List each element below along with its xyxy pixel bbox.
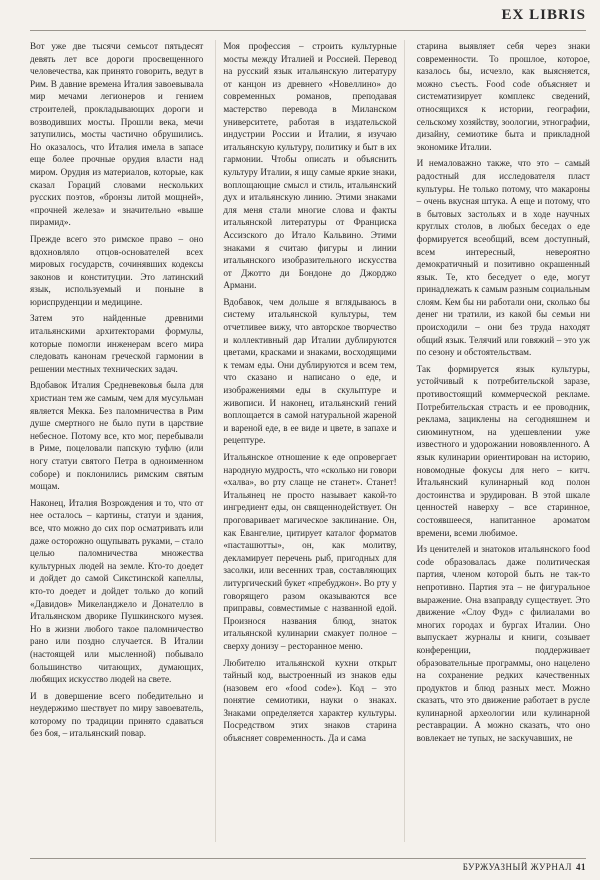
paragraph: И немаловажно также, что это – самый радостный для исследователя пласт культуры. Не только потому, что макароны – очень вкусная штука. А еще и потому, что в бытовых застольях и в ходе научных круглых столов, в любых беседах о еде формируется всеобщий, всем доступный, всем интересный, невероятно демократичный и позитивно окрашенный язык. Те, кто беседует о еде, могут принадлежать к самым разным социальным слоям. Кем бы ни работали они, сколько бы денег ни тратили, из какой бы семьи ни происходили – они без труда находят общий язык. Телячий или говяжий – это уж по сезону и обстоятельствам.: [416, 158, 590, 358]
header-divider: [30, 30, 586, 31]
paragraph: Наконец, Италия Возрождения и то, что от нее осталось – картины, статуи и здания, все, что можно до сих пор осматривать или даже осторожно ощупывать руками, – стало целью паломничества множества культурных людей на земле. Кто-то доедет и дойдет до самой Сикстинской капеллы, кто-то доедет и дойдет только до копий «Давидов» Микеланджело и Донателло в Итальянском дворике Пушкинского музея. Но в жизни любого такое паломничество рано или поздно случается. В Италии (настоящей или мысленной) побывало большинство читающих, думающих, любящих искусство людей на свете.: [30, 497, 204, 685]
section-title: EX LIBRIS: [501, 7, 586, 23]
column-left: [30, 40, 203, 842]
paragraph: старина выявляет себя через знаки современности. То прошлое, которое, казалось бы, исчезло, как выясняется, можно съесть. Food code объясняет и систематизирует комплекс сведений, относящихся к истории, географии, сельскому хозяйству, зоологии, этнографии, дизайну, семиотике быта и прикладной экономике Италии.: [416, 41, 590, 152]
footer-divider: [30, 858, 586, 859]
page-header: [0, 0, 600, 34]
paragraph: Вот уже две тысячи семьсот пятьдесят девять лет все дороги просвещенного человечества, как принято говорить, ведут в Рим. В давние времена Италия завоевывала мир мечами легионеров и гением строителей, прокладывающих дороги и возводивших мосты. Прошли века, мечи затупились, мосты частично обрушились. Но оказалось, что Италия имела в запасе еще более прочные орудия власти над миром. Орудия из материалов, которые, как сказал Гораций словами нескольких русских поэтов, «бронзы литой мощней», «прочней железа» и значительно «выше пирамид».: [30, 41, 204, 228]
paragraph: Любителю итальянской кухни открыт тайный код, выстроенный из знаков еды (назовем его «food code»). Код – это понятие семиотики, науки о знаках. Знаками определяется характер культуры. Посредством этих знаков старина объясняет современность. Да и сама: [223, 657, 397, 744]
paragraph: Вдобавок Италия Средневековья была для христиан тем же самым, чем для мусульман является Мекка. Без паломничества в Рим душе смертного не было пути в царствие небесное. Потому все, кто мог, перебывали в Риме, поцеловали папскую туфлю (или ногу статуи святого Петра в одноименном соборе) и поклонились римским святым мощам.: [30, 380, 204, 492]
paragraph: Из ценителей и знатоков итальянского food code образовалась даже политическая партия, членом которой быть не так-то непротивно. Партия эта – не фигуральное выражение. Она взаправду существует. Это движение «Слоу Фуд» с филиалами во многих городах и бургах Италии. Оно выпускает журналы и книги, созывает конференции, поддерживает образовательные программы, оно нацелено на сохранение редких качественных продуктов и блюд разных мест. Можно сказать, что это движение работает в русле кулинарной археологии или кулинарной реставрации. А можно сказать, что оно вовлекает не тупых, не заскучавших, не: [416, 544, 590, 744]
paragraph: Итальянское отношение к еде опровергает народную мудрость, что «сколько ни говори «халва», во рту слаще не станет». Станет! Итальянец не просто называет какой-то ингредиент еды, он священнодействует. Он проговаривает магическое заклинание. Он, как Евангелие, цитирует каталог форматов «пасташютты», он, как молитву, декламирует перечень рыб, пригодных для засолки, или весенних трав, составляющих литургический букет «пребуджон». Во рту у говорящего разом оказываются все приправы, совместимые с названной едой. Произнося названия блюд, знаток итальянской кулинарии смакует полное – сверху донизу – ресторанное меню.: [223, 452, 397, 651]
paragraph: Так формируется язык культуры, устойчивый к потребительской заразе, противостоящий коммерческой рекламе. Потребительская страсть и ее проводник, реклама, зациклены на сегодняшнем и сиюминутном, на удешевлении уже известного и удорожании новоявленного. А язык кулинарии ориентирован на историю, новомодные фокусы для него – китч. Итальянский кулинарный код полон достоинства и эрудирован. В этой шкале ценностей наверху – все старинное, состоявшееся, напитанное ароматом времени, всеми любимое.: [416, 363, 590, 538]
paragraph: Прежде всего это римское право – оно вдохновляло отцов-основателей всех мировых государств, сочинявших кодексы законов и конституции. Это латинский язык, используемый и поныне в юриспруденции и медицине.: [30, 233, 204, 307]
paragraph: Моя профессия – строить культурные мосты между Италией и Россией. Перевод на русский язык итальянскую литературу от канцон из древнего «Новеллино» до современных романов, преподавая мастерство перевода в Миланском университете, работая в издательской индустрии России и Италии, я изучаю итальянскую культуру, политику и быт в их гармонии. Чтобы описать и объяснить культуру Италии, я ищу самые яркие знаки, воплощающие смысл и стиль, итальянский дух и итальянскую линию. Этими знаками для меня стали многие слова и факты итальянской литературы от Франциска Ассизского до Итало Кальвино. Этими знаками я считаю фигуры и линии итальянского изобразительного искусства от Джотто ди Бондоне до Джорджо Армани.: [223, 41, 397, 291]
paragraph: И в довершение всего победительно и неудержимо шествует по миру завоеватель, которому по традиции принято сдаваться без боя, – итальянский повар.: [30, 690, 204, 739]
page-footer: [0, 854, 600, 880]
footer-label: [463, 862, 586, 872]
article-body: [30, 40, 590, 842]
paragraph: Вдобавок, чем дольше я вглядываюсь в систему итальянской культуры, тем отчетливее вижу, что авторское творчество и коллективный дар Италии дублируются цветами, красками и знаками, восходящими к темам еды. Они дублируются и всем тем, что сказано и написано о еде, и изображениями еды в скульптуре и живописи. И наконец, итальянский гений воплощается в самой натуральной жареной и вареной еде, в ее виде и цвете, в запахе и рецептуре.: [223, 296, 397, 446]
journal-name: БУРЖУАЗНЫЙ ЖУРНАЛ: [462, 862, 572, 872]
page-number: 41: [576, 862, 586, 872]
column-middle: [215, 40, 404, 842]
column-right: [417, 40, 590, 842]
paragraph: Затем это найденные древними итальянскими архитекторами формулы, которые помогли инженерам всего мира следовать канонам греческой гармонии в решении местных технических задач.: [30, 313, 204, 374]
